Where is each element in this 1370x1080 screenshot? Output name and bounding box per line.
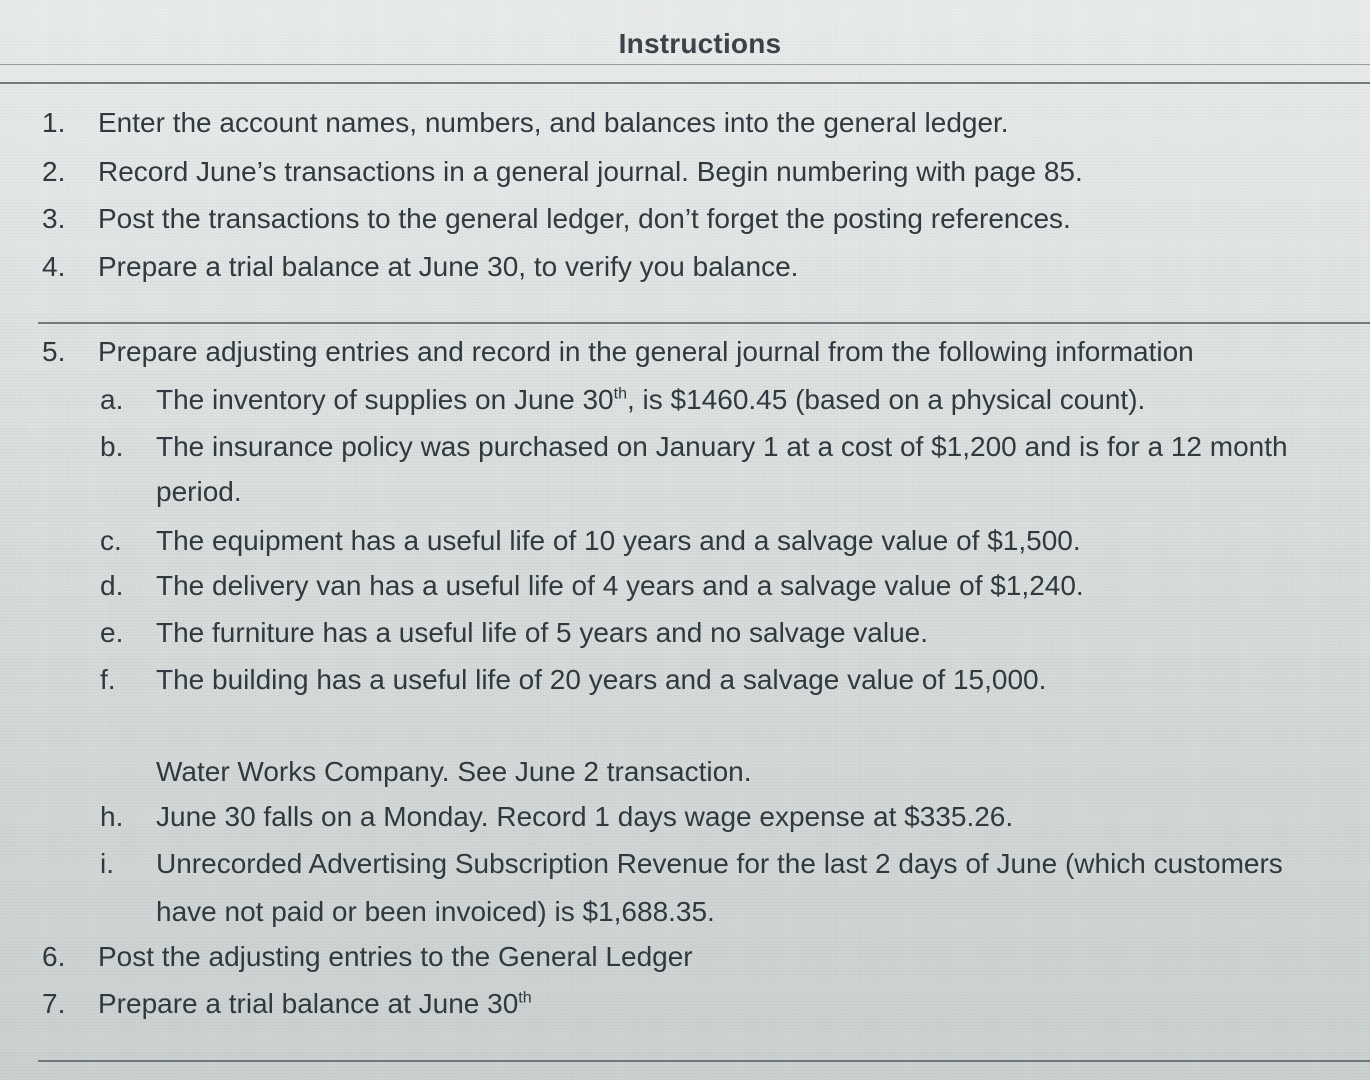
adjustment-text: The insurance policy was purchased on January 1 at a cost of $1,200 and is for a 12 month	[156, 431, 1288, 462]
step-text: Post the transactions to the general ledger, don’t forget the posting references.	[98, 203, 1071, 234]
adjustment-letter: h.	[100, 801, 124, 832]
step-number: 2.	[42, 156, 66, 187]
adjustment-letter: e.	[100, 617, 124, 648]
step-number: 6.	[42, 941, 66, 972]
step-number: 7.	[42, 988, 66, 1019]
adjustment-letter: d.	[100, 570, 124, 601]
adjustment-text: June 30 falls on a Monday. Record 1 days wage expense at $335.26.	[156, 801, 1014, 832]
step-number: 3.	[42, 203, 66, 234]
step-number: 1.	[42, 107, 66, 138]
adjustment-text-line2: Water Works Company. See June 2 transaction.	[156, 756, 752, 787]
adjustment-letter: b.	[100, 431, 124, 462]
header-rule	[0, 82, 1370, 84]
adjustment-text-line2: period.	[156, 476, 242, 507]
step-text: Prepare adjusting entries and record in the general journal from the following information	[98, 336, 1194, 367]
section-rule	[38, 322, 1370, 324]
step-text: Record June’s transactions in a general journal. Begin numbering with page 85.	[98, 156, 1083, 187]
step-number: 5.	[42, 336, 66, 367]
step-text: Post the adjusting entries to the General Ledger	[98, 941, 693, 972]
step-text: Prepare a trial balance at June 30th	[98, 988, 532, 1019]
step-text: Prepare a trial balance at June 30, to verify you balance.	[98, 251, 799, 282]
page-title: Instructions	[618, 28, 782, 59]
adjustment-letter: c.	[100, 525, 122, 556]
adjustment-letter: a.	[100, 384, 124, 415]
adjustment-letter: f.	[100, 664, 116, 695]
adjustment-text: The delivery van has a useful life of 4 years and a salvage value of $1,240.	[156, 570, 1084, 601]
adjustment-text-line2: have not paid or been invoiced) is $1,688.35.	[156, 896, 715, 927]
adjustment-text: The equipment has a useful life of 10 years and a salvage value of $1,500.	[156, 525, 1081, 556]
adjustment-text: Unrecorded Advertising Subscription Revenue for the last 2 days of June (which customers	[156, 848, 1283, 879]
adjustment-text: The building has a useful life of 20 years and a salvage value of 15,000.	[156, 664, 1047, 695]
header-rule-top	[0, 64, 1370, 65]
step-text: Enter the account names, numbers, and balances into the general ledger.	[98, 107, 1009, 138]
step-number: 4.	[42, 251, 66, 282]
adjustment-text: The inventory of supplies on June 30th, is $1460.45 (based on a physical count).	[156, 384, 1146, 415]
adjustment-text: The furniture has a useful life of 5 years and no salvage value.	[156, 617, 929, 648]
adjustment-letter: i.	[100, 848, 114, 879]
footer-rule	[38, 1060, 1370, 1062]
